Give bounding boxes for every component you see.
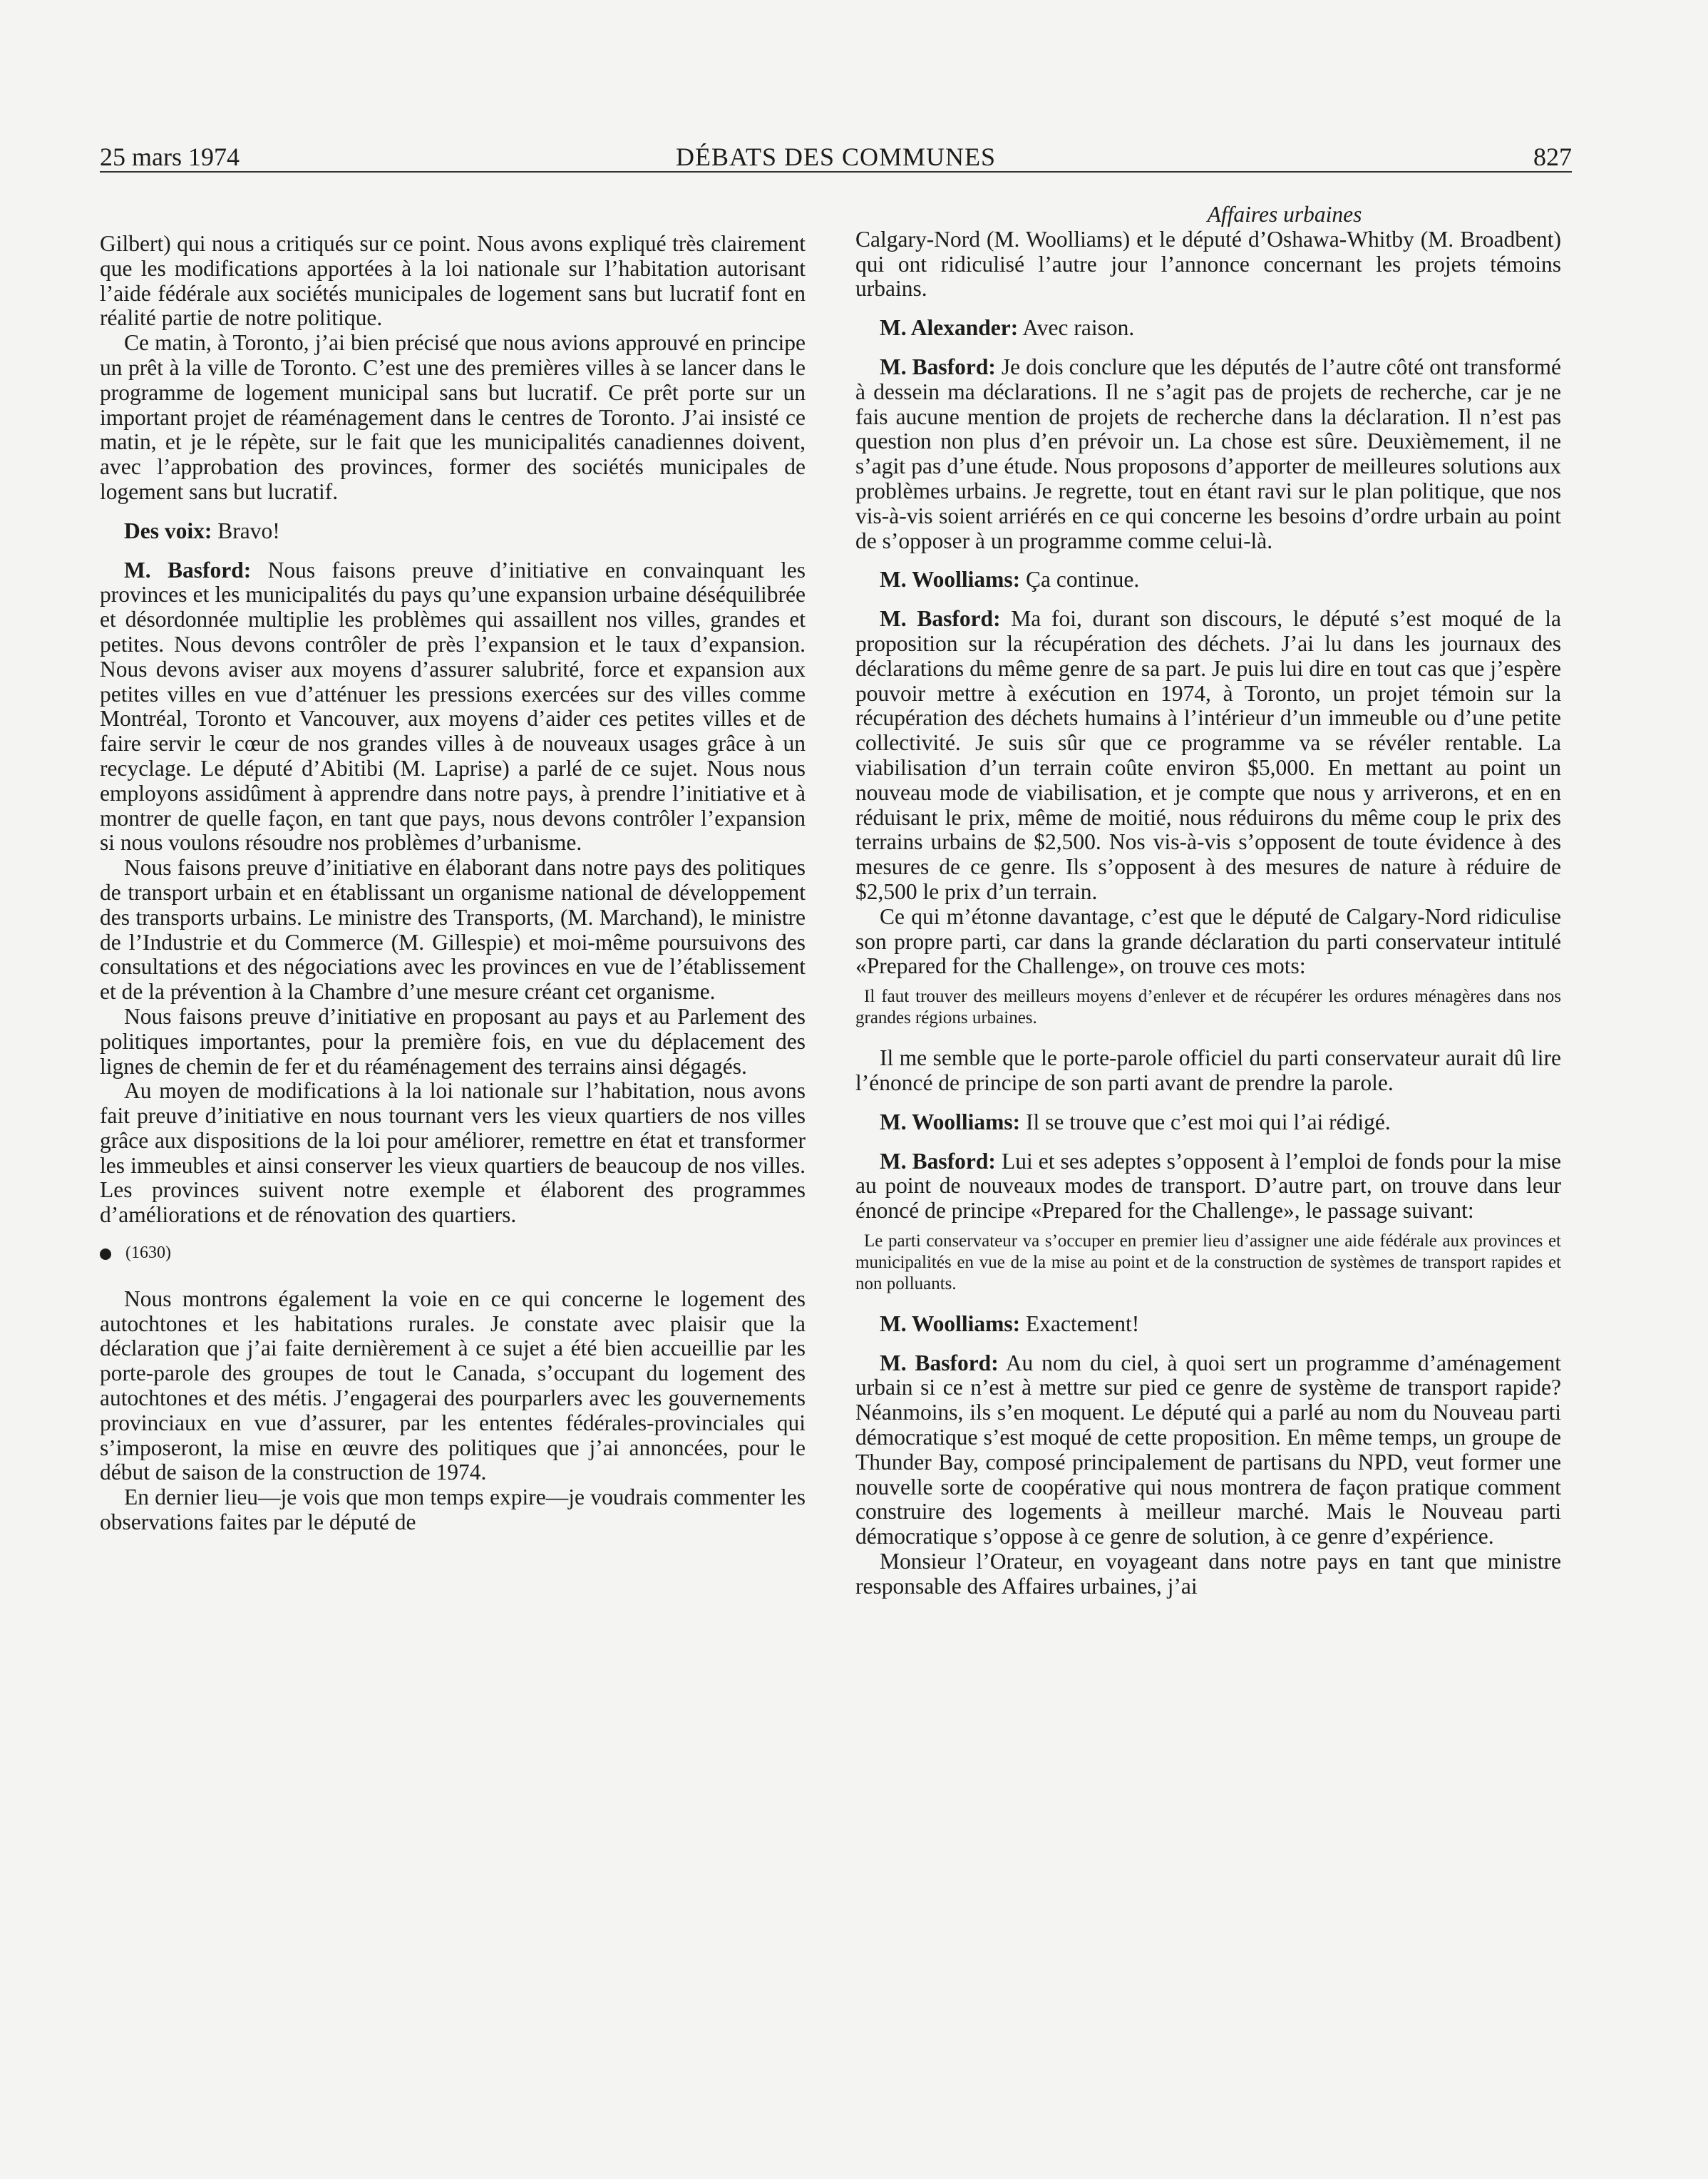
speech-text: Au nom du ciel, à quoi sert un programme d’aménagement urbain si ce n’est à mettre sur pied ce genre de système de transport rapide? Néanmoins, ils s’en moquent. Le député qui a parlé au nom du Nouveau parti démocratique s’est moqué de cette proposition. En même temps, un groupe de Thunder Bay, composé principalement de partisans du NPD, veut former une nouvelle sorte de coopérative qui nous montrera de façon pratique comment construire des logements à meilleur marché. Mais le Nouveau parti démocratique s’oppose à ce genre de solution, à ce genre d’expérience. [855,1350,1562,1549]
paragraph: Il me semble que le porte-parole officiel du parti conservateur aurait dû lire l’énoncé de principe de son parti avant de prendre la parole. [855,1045,1561,1095]
quote-text: Il faut trouver des meilleurs moyens d’enlever et de récupérer les ordures ménagères dans nos grandes régions urbaines. [855,987,1561,1028]
timestamp [100,1241,806,1266]
speech-text: Il se trouve que c’est moi qui l’ai rédigé. [1026,1109,1391,1134]
section-title: Affaires urbaines [1207,202,1362,227]
speech-text: Avec raison. [1022,315,1135,341]
speech [855,607,1561,905]
paragraph: Ce qui m’étonne davantage, c’est que le député de Calgary-Nord ridiculise son propre parti, car dans la grande déclaration du parti conservateur intitulé «Prepared for the Challenge», on trouve ces mots: [855,903,1561,979]
speaker-name: M. Woolliams: [880,1109,1021,1134]
block-quote [855,986,1561,1029]
speech [855,1110,1561,1135]
speech-text: Ma foi, durant son discours, le député s’est moqué de la proposition sur la récupération des déchets. J’ai lu dans les journaux des déclarations du même genre de sa part. Je puis lui dire en tout cas que j’espère pouvoir mettre à exécution en 1974, à Toronto, un projet témoin sur la récupération des déchets humains à l’intérieur d’un immeuble ou d’une petite collectivité. Je suis sûr que ce programme va se révéler rentable. La viabilisation d’un terrain coûte environ $5,000. En mettant au point un nouveau mode de viabilisation, et je compte que nous y arriverons, et en en réduisant le prix, même de moitié, nous réduirons du même coup le prix des terrains urbains de $2,500. Nos vis-à-vis s’opposent de toute évidence à des mesures de ce genre. Ils s’opposent à des mesures de nature à réduire de $2,500 le prix d’un terrain. [855,606,1562,904]
paragraph: Nous faisons preuve d’initiative en proposant au pays et au Parlement des politiques importantes, pour la première fois, en vue du déplacement des lignes de chemin de fer et du réaménagement des terrains ainsi dégagés. [100,1003,806,1079]
speech-text: Lui et ses adeptes s’opposent à l’emploi de fonds pour la mise au point de nouveaux modes de transport. D’autre part, on trouve dans leur énoncé de principe «Prepared for the Challenge», le passage suivant: [855,1148,1561,1224]
speech [855,355,1561,553]
speech [855,1312,1561,1337]
speaker-name: M. Basford: [880,1148,996,1174]
timestamp-text: (1630) [125,1244,171,1263]
speech-text: Exactement! [1026,1311,1140,1336]
paragraph: Nous montrons également la voie en ce qui concerne le logement des autochtones et les habitations rurales. Je constate avec plaisir que la déclaration que j’ai faite dernièrement à ce sujet a été bien accueillie par les porte-parole des groupes de tout le Canada, s’occupant du logement des autochtones et des métis. J’engagerai des pourparlers avec les gouvernements provinciaux en vue d’assurer, par les ententes fédérales-provinciales qui s’imposeront, la mise en œuvre des politiques que j’ai annoncées, pour le début de saison de la construction de 1974. [100,1286,806,1485]
paragraph: Ce matin, à Toronto, j’ai bien précisé que nous avions approuvé en principe un prêt à la ville de Toronto. C’est une des premières villes à se lancer dans le programme de logement municipal sans but lucratif. Ce prêt porte sur un important projet de réaménagement dans le centres de Toronto. J’ai insisté ce matin, et je le répète, sur le fait que les municipalités canadiennes doivent, avec l’approbation des provinces, former des sociétés municipales de logement sans but lucratif. [100,330,806,504]
speaker-name: M. Basford: [880,1350,999,1375]
speaker-name: M. Basford: [880,606,1001,632]
speech [100,519,806,544]
speaker-name: M. Basford: [880,354,996,379]
speech-text: Nous faisons preuve d’initiative en convainquant les provinces et les municipalités du pays qu’une expansion urbaine déséquilibrée et désordonnée multiplie les problèmes qui assaillent nos villes, grandes et petites. Nous devons contrôler de près l’expansion et le taux d’expansion. Nous devons aviser aux moyens d’assurer salubrité, force et expansion aux petites villes en vue d’atténuer les pressions exercées sur des villes comme Montréal, Toronto et Vancouver, aux moyens d’aider ces petites villes et de faire servir le cœur de nos grandes villes à de nouveaux usages grâce à un recyclage. Le député d’Abitibi (M. Laprise) a parlé de ce sujet. Nous nous employons assidûment à apprendre dans notre pays, à prendre l’initiative et à montrer de quelle façon, en tant que pays, nous devons contrôler l’expansion si nous voulons résoudre nos problèmes d’urbanisme. [100,557,806,856]
left-column [100,232,806,1535]
paragraph: Calgary-Nord (M. Woolliams) et le député d’Oshawa-Whitby (M. Broadbent) qui ont ridiculisé l’autre jour l’annonce concernant les projets témoins urbains. [855,226,1561,302]
speaker-name: M. Woolliams: [880,1311,1021,1336]
running-header [100,143,1572,173]
speaker-name: M. Basford: [124,557,252,583]
speech-text: Je dois conclure que les députés de l’autre côté ont transformé à dessein ma déclarations. Il ne s’agit pas de projets de recherche, car je ne fais aucune mention de projets de recherche dans la déclaration. Il n’est pas question non plus d’en prévoir un. La chose est sûre. Deuxièmement, il ne s’agit pas d’une étude. Nous proposons d’apporter de meilleures solutions aux problèmes urbains. Je regrette, tout en étant ravi sur le plan politique, que nos vis-à-vis soient arriérés en ce qui concerne les besoins d’ordre urbain au point de s’opposer à un programme comme celui-là. [855,354,1562,553]
paragraph: Monsieur l’Orateur, en voyageant dans notre pays en tant que ministre responsable des Affaires urbaines, j’ai [855,1549,1561,1599]
speech [855,316,1561,341]
speech [100,558,806,856]
paragraph: Nous faisons preuve d’initiative en élaborant dans notre pays des politiques de transport urbain et en établissant un organisme national de développement des transports urbains. Le ministre des Transports, (M. Marchand), le ministre de l’Industrie et du Commerce (M. Gillespie) et moi-même poursuivons des consultations et des négociations avec les provinces en vue de l’établissement et de la prévention à la Chambre d’une mesure créant cet organisme. [100,855,806,1005]
bullet-icon [100,1249,111,1260]
speaker-name: M. Woolliams: [880,567,1021,593]
speech [855,568,1561,593]
paragraph: En dernier lieu—je vois que mon temps expire—je voudrais commenter les observations faites par le député de [100,1485,806,1535]
header-page-number: 827 [1533,143,1572,171]
header-date: 25 mars 1974 [100,143,240,171]
speech-text: Ça continue. [1026,567,1140,593]
speech [855,1351,1561,1549]
paragraph: Au moyen de modifications à la loi nationale sur l’habitation, nous avons fait preuve d’initiative en nous tournant vers les vieux quartiers de nos villes grâce aux dispositions de la loi pour améliorer, remettre en état et transformer les immeubles et ainsi conserver les vieux quartiers de beaucoup de nos villes. Les provinces suivent notre exemple et élaborent des programmes d’améliorations et de rénovation des quartiers. [100,1078,806,1228]
header-title: DÉBATS DES COMMUNES [675,143,997,171]
paragraph: Gilbert) qui nous a critiqués sur ce point. Nous avons expliqué très clairement que les modifications apportées à la loi nationale sur l’habitation autorisant l’aide fédérale aux sociétés municipales de logement sans but lucratif font en réalité partie de notre politique. [100,231,806,331]
speaker-name: M. Alexander: [880,315,1019,341]
speaker-name: Des voix: [124,518,212,543]
block-quote [855,1231,1561,1295]
right-column [855,202,1561,1599]
quote-text: Le parti conservateur va s’occuper en premier lieu d’assigner une aide fédérale aux provinces et municipalités en vue de la mise au point et de la construction de systèmes de transport rapides et non polluants. [855,1231,1561,1293]
speech [855,1149,1561,1224]
speech-text: Bravo! [217,518,280,543]
